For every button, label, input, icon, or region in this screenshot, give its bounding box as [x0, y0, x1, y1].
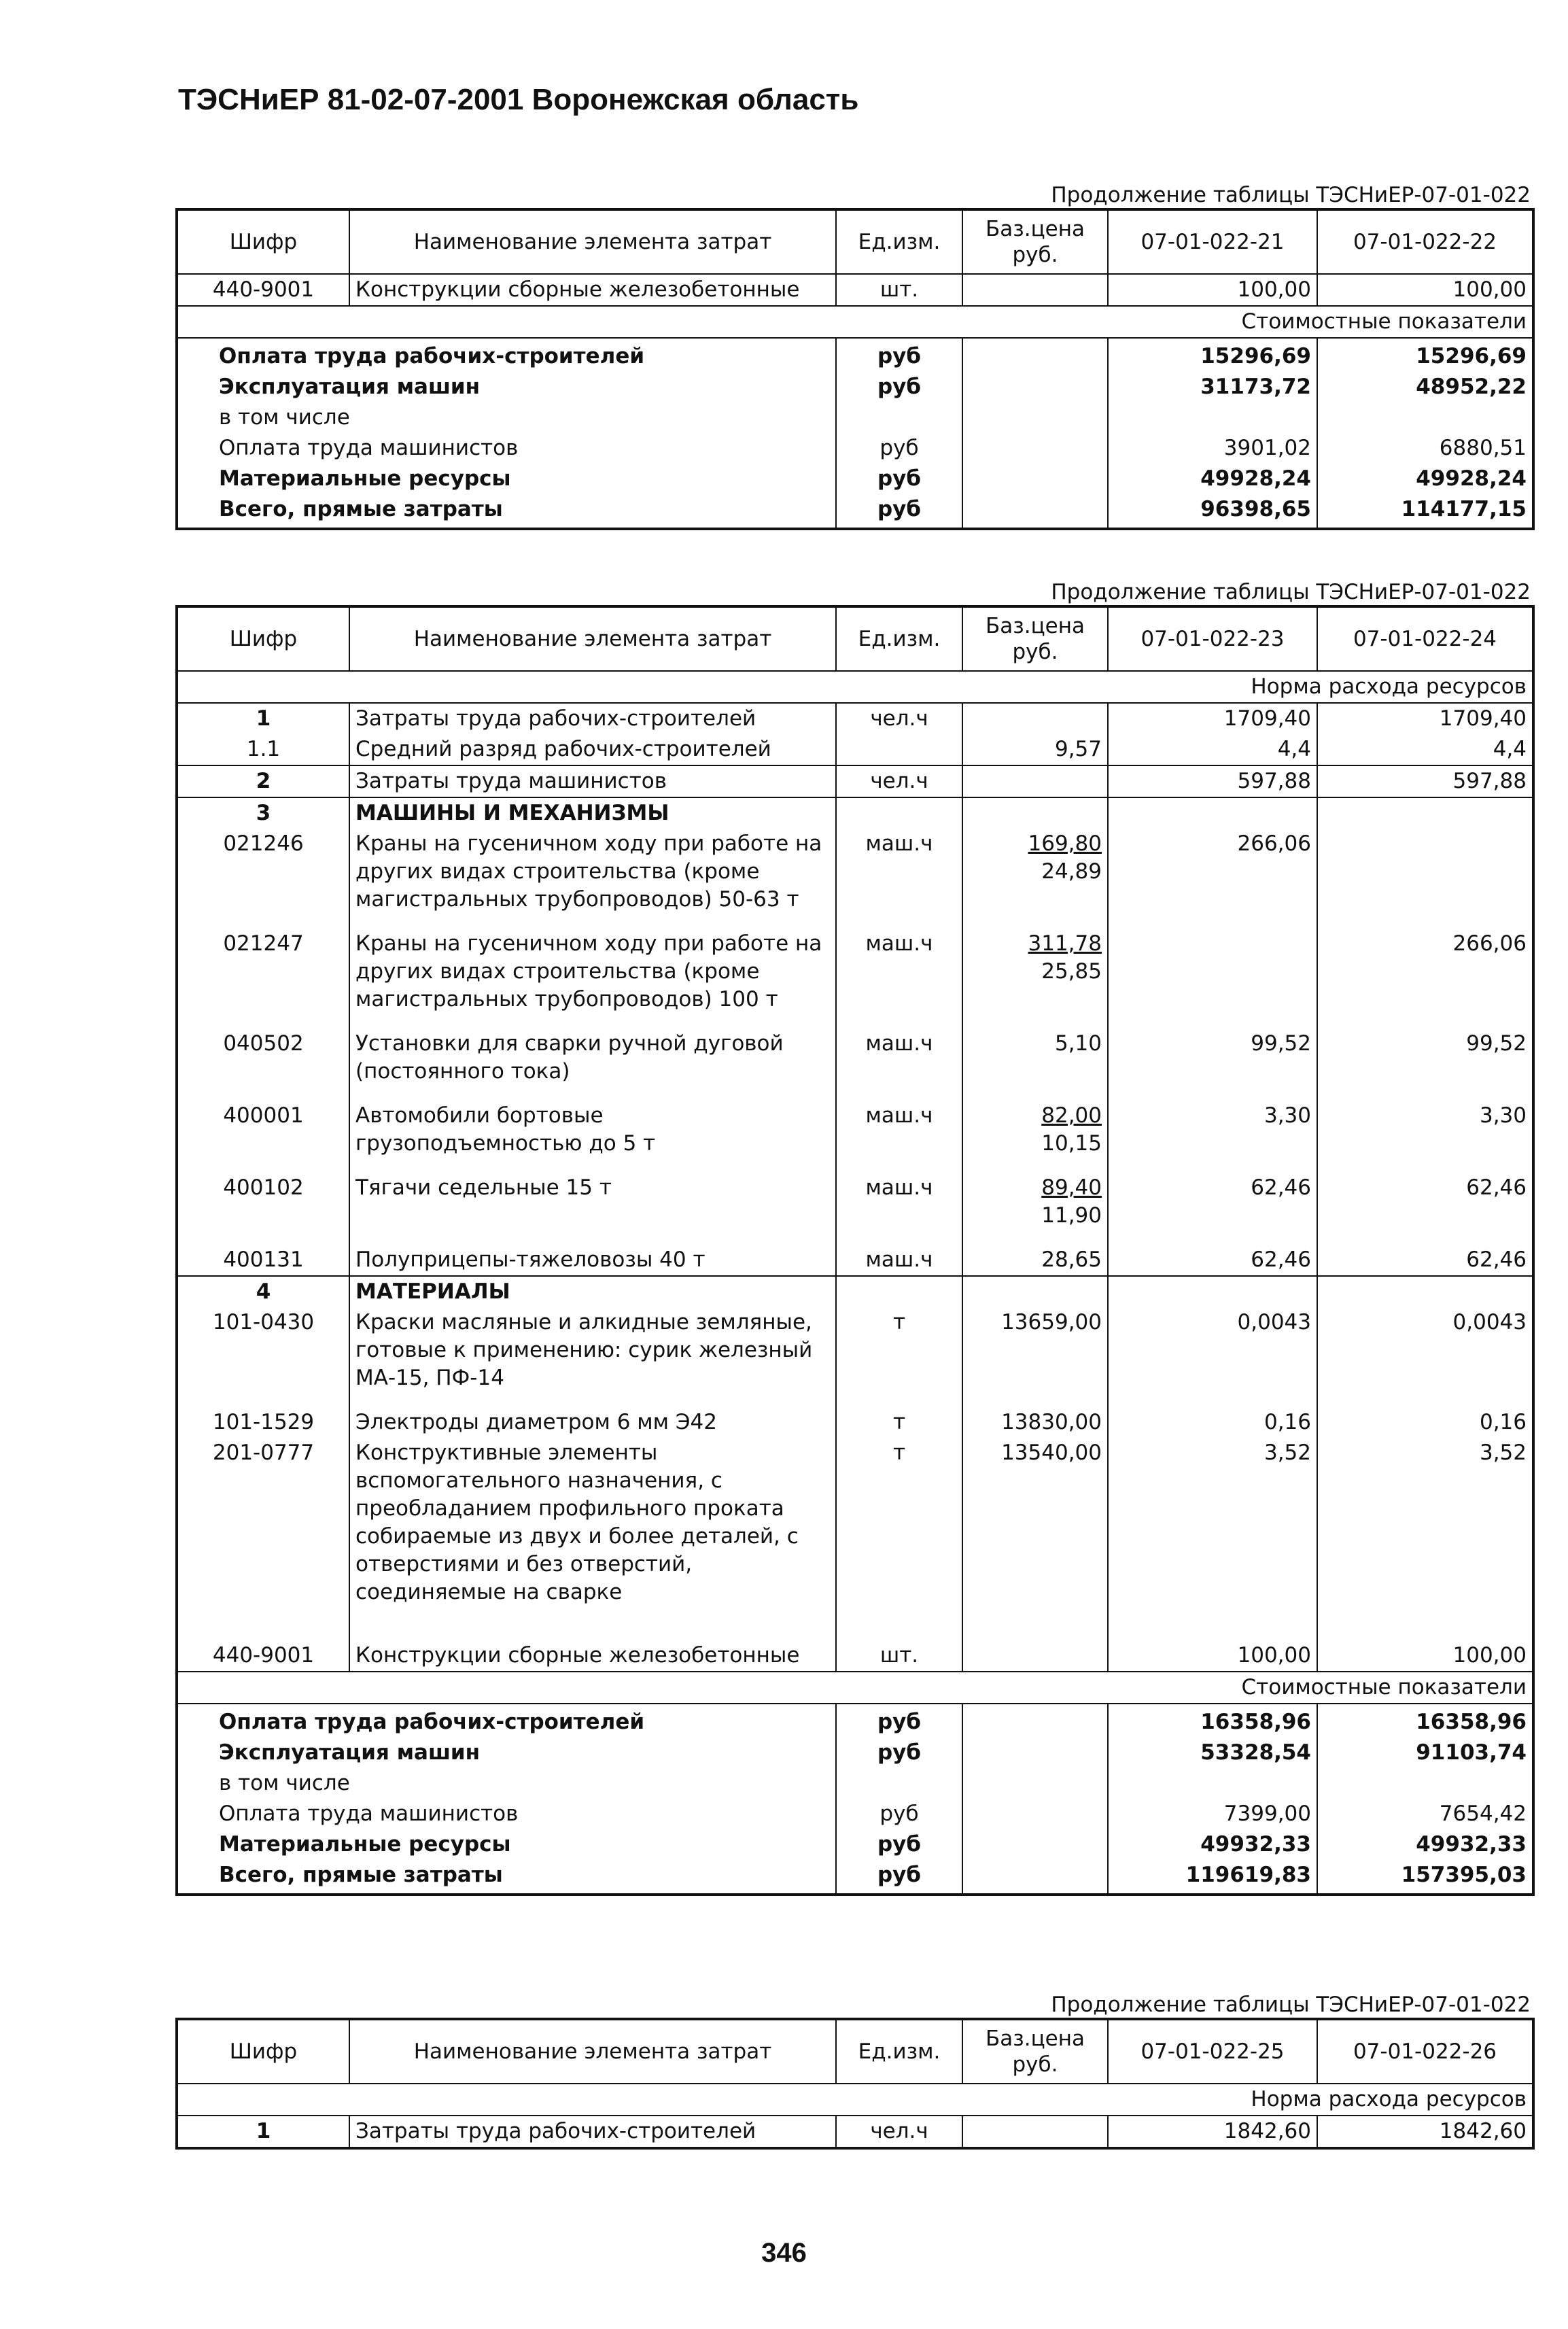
row-price: [962, 929, 1108, 1029]
cost-section-title-row: [177, 1672, 1533, 1704]
cost-value-2: 49932,33: [1317, 1829, 1533, 1860]
row-value-2: 100,00: [1317, 274, 1533, 306]
header-code: Шифр: [177, 209, 349, 274]
continuation-caption: Продолжение таблицы ТЭСНиЕР-07-01-022: [1051, 1992, 1531, 2017]
table-row: [177, 765, 1533, 797]
cost-price: [962, 1829, 1108, 1860]
row-name: Конструкции сборные железобетонные: [349, 1640, 836, 1672]
header-norm-col5: 07-01-022-23: [1108, 606, 1317, 671]
cost-row: [177, 1738, 1533, 1768]
header-name: Наименование элемента затрат: [349, 606, 836, 671]
header-base-price: [962, 209, 1108, 274]
row-value-1: 0,0043: [1108, 1307, 1317, 1407]
table-header-row: [177, 606, 1533, 671]
row-code: 3: [177, 797, 349, 829]
page-number: 346: [761, 2238, 807, 2268]
row-code: 101-0430: [177, 1307, 349, 1407]
row-unit: маш.ч: [836, 1245, 962, 1276]
row-name: Конструктивные элементы вспомогательного назначения, с преобладанием профильного проката собираемые из двух и более деталей, с отверстиями и без отверстий, соединяемые на сварке: [349, 1438, 836, 1640]
table-section-1: [175, 182, 1532, 530]
cost-section-title: Стоимостные показатели: [177, 306, 1533, 338]
norm-section-title: Норма расхода ресурсов: [177, 2084, 1533, 2116]
row-price-labor: 11,90: [1041, 1203, 1102, 1228]
cost-value-2: 7654,42: [1317, 1799, 1533, 1829]
header-norm-col5: 07-01-022-21: [1108, 209, 1317, 274]
cost-value-2: 48952,22: [1317, 372, 1533, 402]
row-value-2: 62,46: [1317, 1173, 1533, 1245]
header-unit: Ед.изм.: [836, 209, 962, 274]
table-row: [177, 1307, 1533, 1407]
row-name: Краны на гусеничном ходу при работе на других видах строительства (кроме магистральных трубопроводов) 100 т: [349, 929, 836, 1029]
row-code: 101-1529: [177, 1407, 349, 1438]
header-base-price-l1: Баз.цена: [985, 2026, 1085, 2051]
row-name: Полуприцепы-тяжеловозы 40 т: [349, 1245, 836, 1276]
row-price: [962, 765, 1108, 797]
table-row: [177, 1173, 1533, 1245]
row-value-2: 100,00: [1317, 1640, 1533, 1672]
table-row: [177, 1407, 1533, 1438]
cost-value-1: 15296,69: [1108, 338, 1317, 372]
row-price: [962, 1173, 1108, 1245]
header-base-price-l1: Баз.цена: [985, 217, 1085, 241]
cost-value-1: 49932,33: [1108, 1829, 1317, 1860]
cost-label: Материальные ресурсы: [177, 1829, 836, 1860]
cost-price: [962, 338, 1108, 372]
row-name: МАТЕРИАЛЫ: [349, 1276, 836, 1307]
cost-label: Всего, прямые затраты: [177, 1860, 836, 1895]
row-price-labor: 24,89: [1041, 859, 1102, 884]
row-price-labor: 10,15: [1041, 1131, 1102, 1156]
norm-section-title-row: [177, 2084, 1533, 2116]
row-value-2: 99,52: [1317, 1029, 1533, 1101]
row-code: 4: [177, 1276, 349, 1307]
table-row: [177, 929, 1533, 1029]
row-value-2: [1317, 797, 1533, 829]
cost-row: [177, 338, 1533, 372]
row-value-2: 62,46: [1317, 1245, 1533, 1276]
row-price: 13830,00: [962, 1407, 1108, 1438]
cost-value-1: 7399,00: [1108, 1799, 1317, 1829]
row-value-2: 1709,40: [1317, 703, 1533, 734]
row-price-main: 82,00: [1041, 1103, 1102, 1128]
table-row: [177, 1245, 1533, 1276]
row-name: Установки для сварки ручной дуговой (постоянного тока): [349, 1029, 836, 1101]
cost-value-1: 31173,72: [1108, 372, 1317, 402]
row-code: 440-9001: [177, 274, 349, 306]
row-price: 9,57: [962, 734, 1108, 765]
cost-price: [962, 433, 1108, 464]
row-name: Электроды диаметром 6 мм Э42: [349, 1407, 836, 1438]
row-price: [962, 703, 1108, 734]
cost-row: [177, 1704, 1533, 1738]
row-unit: шт.: [836, 274, 962, 306]
cost-value-1: [1108, 1768, 1317, 1799]
cost-price: [962, 372, 1108, 402]
row-code: 1: [177, 2116, 349, 2148]
row-price: [962, 829, 1108, 929]
cost-unit: [836, 402, 962, 433]
row-name: МАШИНЫ И МЕХАНИЗМЫ: [349, 797, 836, 829]
row-code: 440-9001: [177, 1640, 349, 1672]
header-norm-col6: 07-01-022-24: [1317, 606, 1533, 671]
row-price: 28,65: [962, 1245, 1108, 1276]
resource-table-2: [175, 605, 1535, 1896]
norm-section-title-row: [177, 671, 1533, 703]
header-norm-col5: 07-01-022-25: [1108, 2019, 1317, 2084]
row-unit: маш.ч: [836, 1101, 962, 1173]
header-norm-col6: 07-01-022-22: [1317, 209, 1533, 274]
header-base-price: [962, 2019, 1108, 2084]
row-name: Затраты труда машинистов: [349, 765, 836, 797]
cost-label: Всего, прямые затраты: [177, 494, 836, 529]
row-code: 021246: [177, 829, 349, 929]
table-section-2: [175, 579, 1532, 1896]
row-value-1: 99,52: [1108, 1029, 1317, 1101]
cost-label: Оплата труда рабочих-строителей: [177, 338, 836, 372]
row-name: Краны на гусеничном ходу при работе на других видах строительства (кроме магистральных трубопроводов) 50-63 т: [349, 829, 836, 929]
row-name: Конструкции сборные железобетонные: [349, 274, 836, 306]
row-value-1: 266,06: [1108, 829, 1317, 929]
row-unit: чел.ч: [836, 703, 962, 734]
cost-row: [177, 464, 1533, 494]
row-unit: маш.ч: [836, 1029, 962, 1101]
row-name: Затраты труда рабочих-строителей: [349, 2116, 836, 2148]
cost-value-2: 15296,69: [1317, 338, 1533, 372]
row-value-1: 100,00: [1108, 1640, 1317, 1672]
row-price-main: 311,78: [1028, 931, 1102, 956]
row-value-2: 0,16: [1317, 1407, 1533, 1438]
group-row: [177, 797, 1533, 829]
header-name: Наименование элемента затрат: [349, 2019, 836, 2084]
cost-value-2: [1317, 402, 1533, 433]
cost-section-title: Стоимостные показатели: [177, 1672, 1533, 1704]
row-value-2: 3,52: [1317, 1438, 1533, 1640]
row-value-1: 4,4: [1108, 734, 1317, 765]
row-price: 13659,00: [962, 1307, 1108, 1407]
row-unit: маш.ч: [836, 829, 962, 929]
table-row: [177, 1029, 1533, 1101]
row-unit: [836, 734, 962, 765]
row-name: Автомобили бортовые грузоподъемностью до 5 т: [349, 1101, 836, 1173]
row-price-main: 89,40: [1041, 1175, 1102, 1200]
cost-row: [177, 1860, 1533, 1895]
row-unit: шт.: [836, 1640, 962, 1672]
cost-label: Эксплуатация машин: [177, 1738, 836, 1768]
cost-label: Оплата труда машинистов: [177, 1799, 836, 1829]
row-unit: [836, 1276, 962, 1307]
header-unit: Ед.изм.: [836, 2019, 962, 2084]
cost-price: [962, 464, 1108, 494]
row-value-1: 62,46: [1108, 1245, 1317, 1276]
cost-price: [962, 1768, 1108, 1799]
cost-section-title-row: [177, 306, 1533, 338]
table-row: [177, 829, 1533, 929]
row-code: 1: [177, 703, 349, 734]
cost-value-2: 91103,74: [1317, 1738, 1533, 1768]
row-value-1: 0,16: [1108, 1407, 1317, 1438]
row-value-1: 62,46: [1108, 1173, 1317, 1245]
cost-label: Оплата труда машинистов: [177, 433, 836, 464]
header-base-price-l2: руб.: [1012, 640, 1058, 664]
cost-row: [177, 402, 1533, 433]
cost-unit: руб: [836, 1704, 962, 1738]
row-price: [962, 2116, 1108, 2148]
cost-row: [177, 1799, 1533, 1829]
row-value-1: [1108, 929, 1317, 1029]
cost-value-1: 119619,83: [1108, 1860, 1317, 1895]
table-row: [177, 703, 1533, 734]
row-price-main: 169,80: [1028, 831, 1102, 856]
cost-value-1: [1108, 402, 1317, 433]
cost-value-1: 53328,54: [1108, 1738, 1317, 1768]
cost-row: [177, 494, 1533, 529]
cost-price: [962, 1860, 1108, 1895]
row-price: [962, 274, 1108, 306]
row-unit: маш.ч: [836, 1173, 962, 1245]
row-price: [962, 1640, 1108, 1672]
cost-price: [962, 494, 1108, 529]
cost-row: [177, 372, 1533, 402]
cost-unit: руб: [836, 433, 962, 464]
resource-table-1: [175, 208, 1535, 530]
row-value-2: 3,30: [1317, 1101, 1533, 1173]
header-name: Наименование элемента затрат: [349, 209, 836, 274]
row-value-1: [1108, 1276, 1317, 1307]
row-name: Тягачи седельные 15 т: [349, 1173, 836, 1245]
cost-unit: руб: [836, 1738, 962, 1768]
row-value-1: 1842,60: [1108, 2116, 1317, 2148]
row-code: 201-0777: [177, 1438, 349, 1640]
row-price: [962, 1276, 1108, 1307]
cost-value-2: 6880,51: [1317, 433, 1533, 464]
header-base-price-l2: руб.: [1012, 2052, 1058, 2077]
row-code: 1.1: [177, 734, 349, 765]
row-name: Средний разряд рабочих-строителей: [349, 734, 836, 765]
cost-value-2: 157395,03: [1317, 1860, 1533, 1895]
row-price: 5,10: [962, 1029, 1108, 1101]
table-row: [177, 274, 1533, 306]
cost-value-2: 114177,15: [1317, 494, 1533, 529]
header-code: Шифр: [177, 606, 349, 671]
header-code: Шифр: [177, 2019, 349, 2084]
row-name: Затраты труда рабочих-строителей: [349, 703, 836, 734]
row-value-1: 100,00: [1108, 274, 1317, 306]
header-base-price-l1: Баз.цена: [985, 614, 1085, 638]
cost-row: [177, 1768, 1533, 1799]
row-unit: [836, 797, 962, 829]
cost-unit: [836, 1768, 962, 1799]
row-price: 13540,00: [962, 1438, 1108, 1640]
table-section-3: [175, 1992, 1532, 2150]
row-unit: чел.ч: [836, 2116, 962, 2148]
row-value-1: 3,30: [1108, 1101, 1317, 1173]
row-value-2: [1317, 1276, 1533, 1307]
row-value-1: 1709,40: [1108, 703, 1317, 734]
header-unit: Ед.изм.: [836, 606, 962, 671]
cost-price: [962, 402, 1108, 433]
row-unit: т: [836, 1438, 962, 1640]
row-price: [962, 797, 1108, 829]
row-value-1: [1108, 797, 1317, 829]
row-unit: т: [836, 1307, 962, 1407]
row-unit: т: [836, 1407, 962, 1438]
group-row: [177, 1276, 1533, 1307]
row-code: 2: [177, 765, 349, 797]
row-code: 400001: [177, 1101, 349, 1173]
cost-value-1: 3901,02: [1108, 433, 1317, 464]
cost-label: Эксплуатация машин: [177, 372, 836, 402]
cost-value-2: 16358,96: [1317, 1704, 1533, 1738]
cost-label: Материальные ресурсы: [177, 464, 836, 494]
cost-unit: руб: [836, 338, 962, 372]
row-name: Краски масляные и алкидные земляные, готовые к применению: сурик железный МА-15, ПФ-14: [349, 1307, 836, 1407]
table-header-row: [177, 209, 1533, 274]
row-code: 400102: [177, 1173, 349, 1245]
cost-value-1: 16358,96: [1108, 1704, 1317, 1738]
table-row: [177, 734, 1533, 765]
row-code: 400131: [177, 1245, 349, 1276]
table-row: [177, 1640, 1533, 1672]
row-code: 021247: [177, 929, 349, 1029]
cost-value-1: 49928,24: [1108, 464, 1317, 494]
cost-price: [962, 1704, 1108, 1738]
row-value-2: 4,4: [1317, 734, 1533, 765]
cost-row: [177, 1829, 1533, 1860]
cost-value-1: 96398,65: [1108, 494, 1317, 529]
cost-unit: руб: [836, 1860, 962, 1895]
cost-price: [962, 1738, 1108, 1768]
row-value-2: 266,06: [1317, 929, 1533, 1029]
norm-section-title: Норма расхода ресурсов: [177, 671, 1533, 703]
cost-unit: руб: [836, 1799, 962, 1829]
resource-table-3: [175, 2018, 1535, 2150]
row-price: [962, 1101, 1108, 1173]
row-code: 040502: [177, 1029, 349, 1101]
table-row: [177, 2116, 1533, 2148]
row-value-1: 3,52: [1108, 1438, 1317, 1640]
continuation-caption: Продолжение таблицы ТЭСНиЕР-07-01-022: [1051, 580, 1531, 604]
header-base-price: [962, 606, 1108, 671]
cost-price: [962, 1799, 1108, 1829]
row-unit: маш.ч: [836, 929, 962, 1029]
header-norm-col6: 07-01-022-26: [1317, 2019, 1533, 2084]
cost-unit: руб: [836, 372, 962, 402]
table-row: [177, 1101, 1533, 1173]
row-value-2: 0,0043: [1317, 1307, 1533, 1407]
continuation-caption: Продолжение таблицы ТЭСНиЕР-07-01-022: [1051, 183, 1531, 207]
row-value-2: 597,88: [1317, 765, 1533, 797]
row-value-2: [1317, 829, 1533, 929]
table-row: [177, 1438, 1533, 1640]
cost-label: в том числе: [177, 1768, 836, 1799]
row-price-labor: 25,85: [1041, 959, 1102, 984]
cost-label: в том числе: [177, 402, 836, 433]
cost-value-2: [1317, 1768, 1533, 1799]
cost-unit: руб: [836, 464, 962, 494]
cost-unit: руб: [836, 1829, 962, 1860]
row-unit: чел.ч: [836, 765, 962, 797]
row-value-1: 597,88: [1108, 765, 1317, 797]
cost-row: [177, 433, 1533, 464]
page-title: ТЭСНиЕР 81-02-07-2001 Воронежская область: [178, 83, 859, 116]
table-header-row: [177, 2019, 1533, 2084]
header-base-price-l2: руб.: [1012, 243, 1058, 267]
cost-value-2: 49928,24: [1317, 464, 1533, 494]
cost-unit: руб: [836, 494, 962, 529]
row-value-2: 1842,60: [1317, 2116, 1533, 2148]
cost-label: Оплата труда рабочих-строителей: [177, 1704, 836, 1738]
